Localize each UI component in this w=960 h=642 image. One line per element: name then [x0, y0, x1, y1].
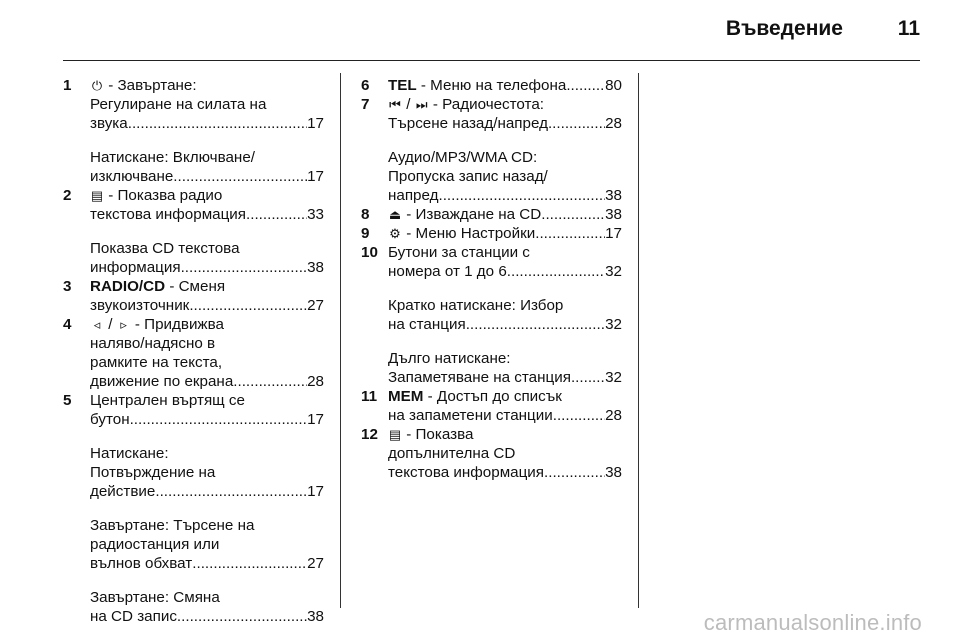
legend-entry-11: 11 MEM - Достъп до списък на запаметени станции ..... 28	[361, 387, 622, 425]
page-ref: TEL - Меню на телефона ..... 80	[388, 76, 622, 95]
legend-entry-7: 7 ⏮ / ⏭ - Радиочестота: Търсене назад/напред ..... 28 Аудио/MP3/WMA CD: Пропуска запис назад/ напред ..... 38	[361, 95, 622, 205]
arrow-right-icon: ▹	[120, 317, 127, 332]
page-ref: звукоизточник ..... 27	[90, 296, 324, 315]
legend-entry-12: 12 ▤ - Показва допълнителна CD текстова информация ..... 38	[361, 425, 622, 482]
next-track-icon: ⏭	[415, 97, 428, 112]
page-ref: текстова информация ..... 38	[388, 463, 622, 482]
page-ref: текстова информация ..... 33	[90, 205, 324, 224]
entry-number: 9	[361, 225, 370, 242]
settings-icon: ⚙	[389, 226, 401, 241]
page-ref: действие ..... 17	[90, 482, 324, 501]
page-ref: изключване ..... 17	[90, 167, 324, 186]
watermark: carmanualsonline.info	[703, 610, 922, 635]
radio-text-icon: ▤	[90, 188, 104, 203]
page-ref: вълнов обхват ..... 27	[90, 554, 324, 573]
legend-column-2	[361, 76, 622, 482]
legend-entry-4: 4 ◃ / ▹ - Придвижва наляво/надясно в рамките на текста, движение по екрана ..... 28	[63, 315, 324, 391]
legend-entry-5: 5 Централен въртящ се бутон ..... 17 Натискане: Потвърждение на действие ..... 17 Завъртане: Търсене на радиостанция или вълнов обхват ..... 27 Завъртане: Смяна на CD запис ..... 38	[63, 391, 324, 626]
page-ref: номера от 1 до 6 ..... 32	[388, 262, 622, 281]
legend-entry-10: 10 Бутони за станции с номера от 1 до 6 ..... 32 Кратко натискане: Избор на станция ..... 32 Дълго натискане: Запаметяване на станция ..... 32	[361, 243, 622, 387]
legend-entry-1: 1 ⏻ - Завъртане: Регулиране на силата на звука ..... 17 Натискане: Включване/ изключване ..... 17	[63, 76, 324, 186]
page-ref: напред ..... 38	[388, 186, 622, 205]
page-ref: Търсене назад/напред ..... 28	[388, 114, 622, 133]
entry-number: 2	[63, 187, 72, 204]
entry-number: 3	[63, 278, 72, 295]
entry-number: 11	[361, 388, 378, 405]
entry-number: 7	[361, 96, 370, 113]
entry-number: 10	[361, 244, 378, 261]
legend-entry-2: 2 ▤ - Показва радио текстова информация ..... 33 Показва CD текстова информация ..... 38	[63, 186, 324, 277]
legend-column-1	[63, 76, 324, 626]
header-rule	[63, 60, 920, 61]
power-icon: ⏻	[91, 78, 103, 93]
entry-number: 4	[63, 316, 72, 333]
page-ref: информация ..... 38	[90, 258, 324, 277]
entry-number: 5	[63, 392, 72, 409]
page-ref: движение по екрана ..... 28	[90, 372, 324, 391]
page-number: 11	[897, 17, 920, 40]
entry-number: 12	[361, 426, 378, 443]
entry-number: 8	[361, 206, 370, 223]
legend-entry-3: 3 RADIO/CD - Сменя звукоизточник ..... 27	[63, 277, 324, 315]
page-ref: на запаметени станции ..... 28	[388, 406, 622, 425]
page-ref: звука ..... 17	[90, 114, 324, 133]
legend-entry-6	[361, 76, 622, 95]
page-ref: бутон ..... 17	[90, 410, 324, 429]
arrow-left-icon: ◃	[93, 317, 101, 332]
page-ref: ⏏ - Изваждане на CD ..... 38	[388, 205, 622, 224]
cd-text-icon: ▤	[388, 427, 402, 442]
eject-icon: ⏏	[388, 207, 402, 222]
column-divider-left	[340, 73, 341, 608]
legend-entry-8	[361, 205, 622, 224]
page-title: Въведение	[725, 17, 843, 40]
page-ref: Запаметяване на станция ..... 32	[388, 368, 622, 387]
entry-number: 6	[361, 77, 370, 94]
legend-entry-9	[361, 224, 622, 243]
page-ref: на CD запис ..... 38	[90, 607, 324, 626]
entry-number: 1	[63, 77, 72, 94]
column-divider-right	[638, 73, 639, 608]
page-ref: ⚙ - Меню Настройки ..... 17	[388, 224, 622, 243]
page-ref: на станция ..... 32	[388, 315, 622, 334]
prev-track-icon: ⏮	[389, 97, 401, 112]
